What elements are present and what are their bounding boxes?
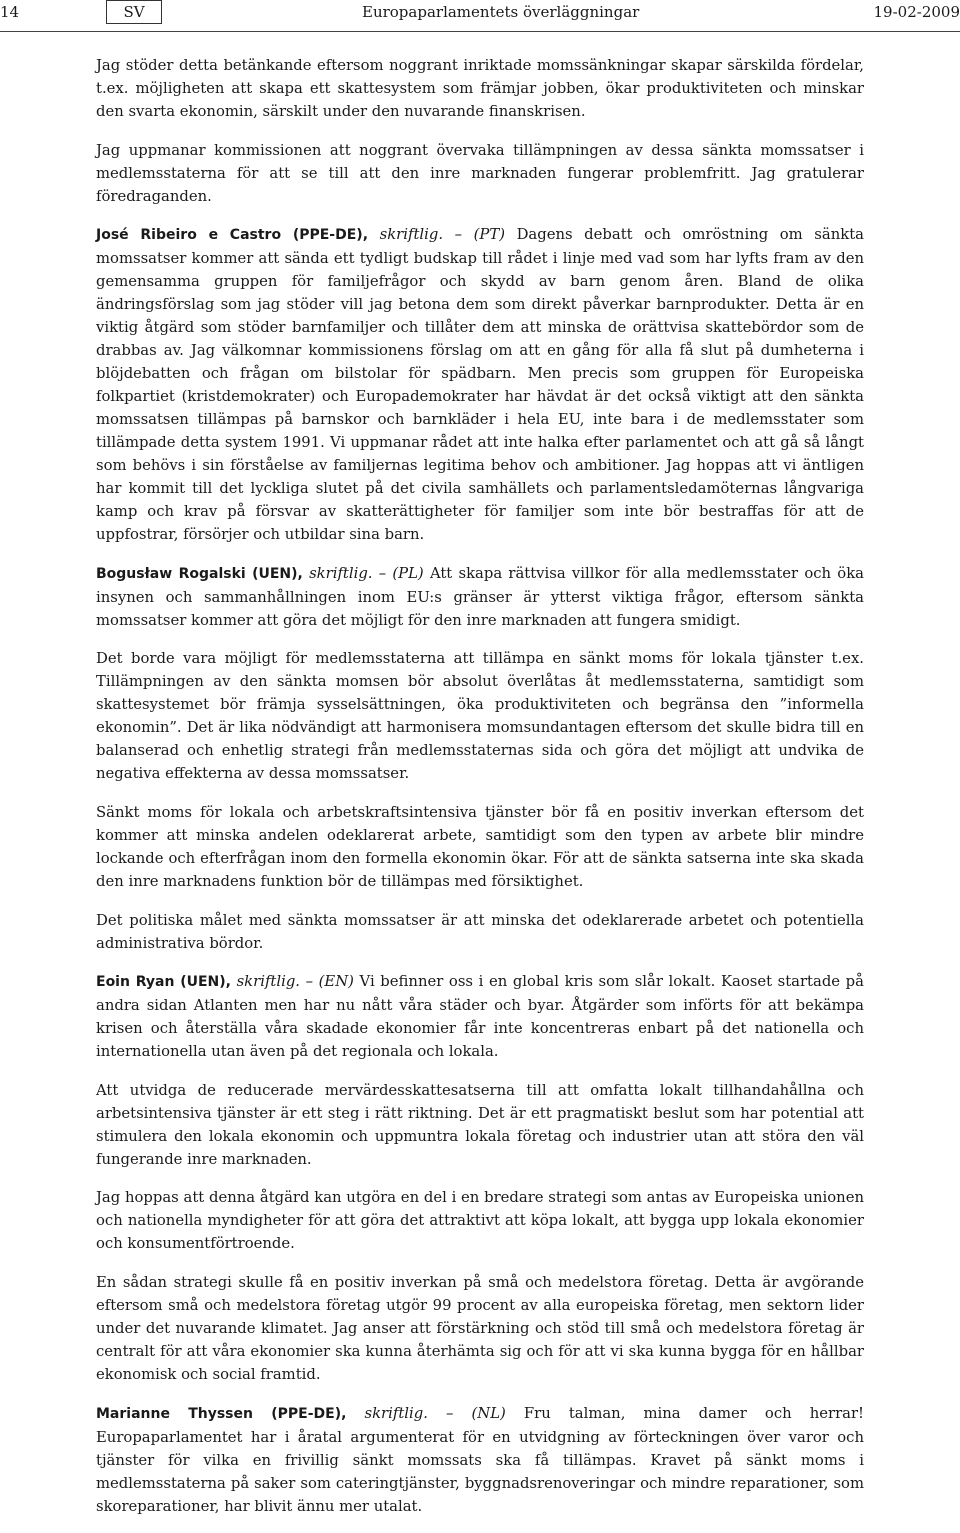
- statement-mode: skriftlig.: [379, 226, 444, 244]
- speaker-statement: Eoin Ryan (UEN), skriftlig. – (EN) Vi befinner oss i en global kris som slår lokalt. Kaoset startade på andra sidan Atlanten men har nu nått våra städer och byar. Åtgärder som införts för att bekämpa krisen och återställa våra skadade ekonomier får inte koncentreras enbart på det nationella och internationella utan även på det regionala och lokala.: [96, 973, 864, 1061]
- page-number: 14: [0, 3, 20, 21]
- page-header: [0, 0, 960, 34]
- paragraph: Det politiska målet med sänkta momssatser är att minska det odeklarerade arbetet och potentiella administrativa bördor.: [96, 911, 864, 952]
- speaker-name: Eoin Ryan (UEN),: [96, 974, 231, 991]
- speaker-statement: Bogusław Rogalski (UEN), skriftlig. – (PL) Att skapa rättvisa villkor för alla medlemsstater och öka insynen och sammanhållningen inom EU:s gränser är ytterst viktiga frågor, eftersom sänkta momssatser kommer att göra det möjligt för den inre marknaden att fungera smidigt.: [96, 564, 864, 629]
- language-marker: – (PT): [454, 226, 505, 244]
- language-code-box: SV: [106, 0, 162, 24]
- language-marker: – (PL): [378, 564, 424, 582]
- statement-mode: skriftlig.: [236, 973, 301, 991]
- language-marker: – (NL): [446, 1404, 506, 1422]
- speaker-name: Marianne Thyssen (PPE-DE),: [96, 1405, 347, 1422]
- document-body: [96, 54, 864, 1533]
- paragraph: Att utvidga de reducerade mervärdesskattesatserna till att omfatta lokalt tillhandahållna och arbetsintensiva tjänster är ett steg i rätt riktning. Det är ett pragmatiskt beslut som har potential att stimulera den lokala ekonomin och uppmuntra lokala företag och industrier utan att störa den väl fungerande inre marknaden.: [96, 1081, 864, 1168]
- statement-mode: skriftlig.: [364, 1404, 428, 1422]
- speaker-name: José Ribeiro e Castro (PPE-DE),: [96, 227, 369, 244]
- header-divider: [0, 31, 960, 32]
- language-marker: – (EN): [305, 973, 354, 991]
- sitting-date: 19-02-2009: [873, 3, 960, 21]
- speaker-statement: José Ribeiro e Castro (PPE-DE), skriftlig. – (PT) Dagens debatt och omröstning om sänkta momssatser kommer att sända ett tydligt budskap till rådet i linje med vad som har lyfts fram av den gemensamma gruppen för familjefrågor och skydd av barn genom åren. Bland de olika ändringsförslag som jag stöder vill jag betona dem som direkt påverkar barnprodukter. Detta är en viktig åtgärd som stöder barnfamiljer och tillåter dem att minska de orättvisa skattebördor som de drabbas av. Jag välkomnar kommissionens förslag om att en gång för alla få slut på dumheterna i blöjdebatten och frågan om bilstolar för spädbarn. Men precis som gruppen för Europeiska folkpartiet (kristdemokrater) och Europademokrater har hävdat är det också viktigt att den sänkta momssatsen tillämpas på barnskor och barnkläder i hela EU, inte bara i de medlemsstater som tillämpade detta system 1991. Vi uppmanar rådet att inte halka efter parlamentet och att gå så långt som behövs i sin förståelse av familjernas legitima behov och ambitioner. Jag hoppas att vi äntligen har kommit till det lyckliga slutet på det civila samhällets och parlamentsledamöternas långvariga kamp och krav på försvar av skatterättigheter för familjer som inte bör bestraffas för att de uppfostrar, försörjer och utbildar sina barn.: [96, 226, 864, 544]
- paragraph: Sänkt moms för lokala och arbetskraftsintensiva tjänster bör få en positiv inverkan eftersom det kommer att minska andelen odeklarerat arbete, samtidigt som den typen av arbete blir mindre lockande och efterfrågan inom den formella ekonomin ökar. För att de sänkta satserna inte ska skada den inre marknadens funktion bör de tillämpas med försiktighet.: [96, 803, 864, 890]
- paragraph: Jag hoppas att denna åtgärd kan utgöra en del i en bredare strategi som antas av Europeiska unionen och nationella myndigheter för att göra det attraktivt att köpa lokalt, att bygga upp lokala ekonomier och konsumentförtroende.: [96, 1189, 864, 1253]
- paragraph: En sådan strategi skulle få en positiv inverkan på små och medelstora företag. Detta är avgörande eftersom små och medelstora företag utgör 99 procent av alla europeiska företag, men sektorn lider under det nuvarande klimatet. Jag anser att förstärkning och stöd till små och medelstora företag är centralt för att våra ekonomier ska kunna återhämta sig och för att vi ska kunna bygga för en hållbar ekonomisk och social framtid.: [96, 1273, 864, 1383]
- speaker-statement: Marianne Thyssen (PPE-DE), skriftlig. – (NL) Fru talman, mina damer och herrar! Europaparlamentet har i åratal argumenterat för en utvidgning av förteckningen över varor och tjänster för vilka en frivillig sänkt momssats ska få tillämpas. Kravet på sänkt moms i medlemsstaterna på saker som cateringtjänster, byggnadsrenoveringar och mindre reparationer, som skoreparationer, har blivit ännu mer utalat.: [96, 1404, 864, 1515]
- statement-mode: skriftlig.: [309, 564, 373, 582]
- publication-title: Europaparlamentets överläggningar: [362, 3, 640, 21]
- paragraph: Det borde vara möjligt för medlemsstaterna att tillämpa en sänkt moms för lokala tjänster t.ex. Tillämpningen av den sänkta momsen bör absolut överlåtas åt medlemsstaterna, samtidigt som skattesystemet bör främja sysselsättningen, öka produktiviteten och begränsa den ”informella ekonomin”. Det är lika nödvändigt att harmonisera momsundantagen eftersom det skulle bidra till en balanserad och enhetlig strategi från medlemsstaternas sida och göra det möjligt att undvika de negativa effekterna av dessa momssatser.: [96, 650, 864, 783]
- speaker-name: Bogusław Rogalski (UEN),: [96, 565, 303, 582]
- paragraph: Jag uppmanar kommissionen att noggrant övervaka tillämpningen av dessa sänkta momssatser i medlemsstaterna för att se till att den inre marknaden fungerar problemfritt. Jag gratulerar föredraganden.: [96, 141, 864, 205]
- paragraph: Jag stöder detta betänkande eftersom noggrant inriktade momssänkningar skapar särskilda fördelar, t.ex. möjligheten att skapa ett skattesystem som främjar jobben, ökar produktiviteten och minskar den svarta ekonomin, särskilt under den nuvarande finanskrisen.: [96, 57, 864, 120]
